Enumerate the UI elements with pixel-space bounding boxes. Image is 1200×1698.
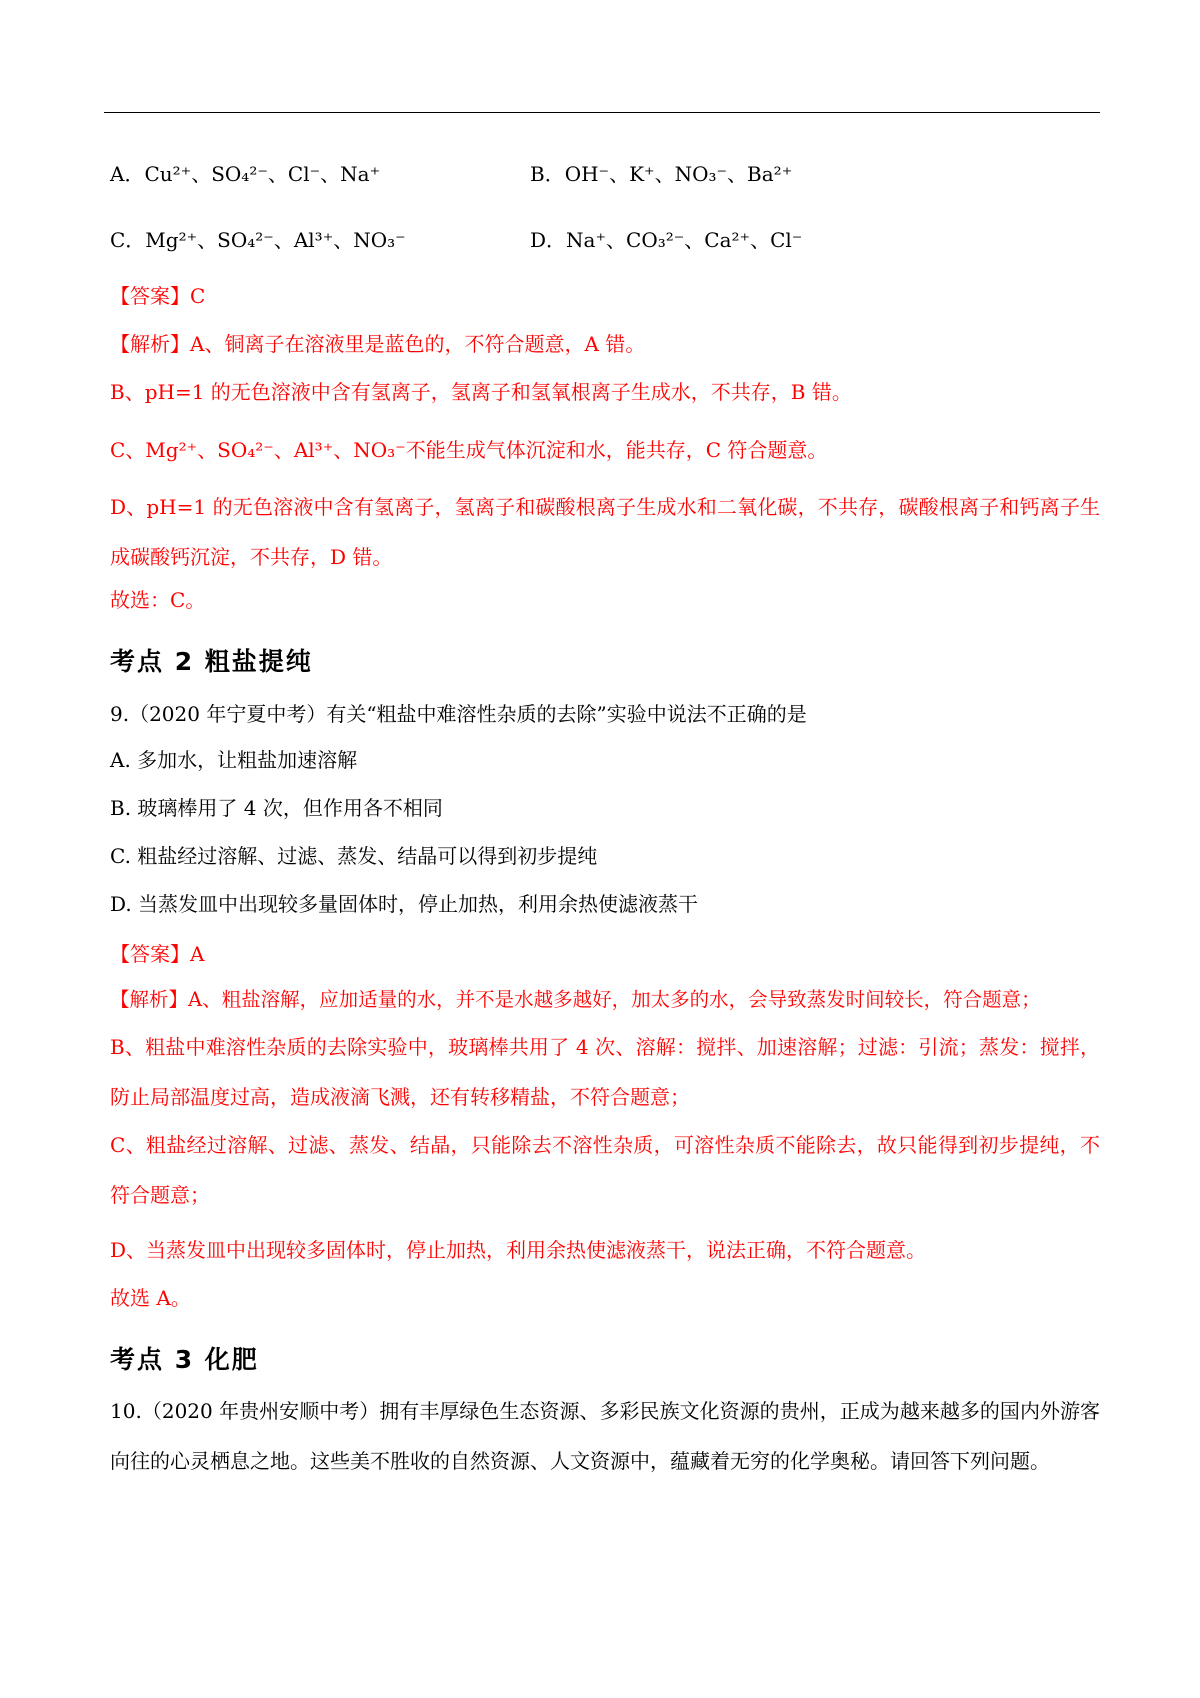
- q10-stem: 10.（2020 年贵州安顺中考）拥有丰厚绿色生态资源、多彩民族文化资源的贵州，正成为越来越多的国内外游客向往的心灵栖息之地。这些美不胜收的自然资源、人文资源中，蕴藏着无穷的化学奥秘。请回答下列问题。: [110, 1399, 1100, 1473]
- q9-analysis-line: 【解析】A、粗盐溶解，应加适量的水，并不是水越多越好，加太多的水，会导致蒸发时间较长，符合题意；: [110, 988, 1041, 1011]
- q9-analysis-line: D、当蒸发皿中出现较多固体时，停止加热，利用余热使滤液蒸干，说法正确，不符合题意。: [110, 1238, 927, 1262]
- q8-analysis-line: 【解析】A、铜离子在溶液里是蓝色的，不符合题意，A 错。: [110, 332, 646, 356]
- q8-analysis-line: D、pH=1 的无色溶液中含有氢离子，氢离子和碳酸根离子生成水和二氧化碳，不共存，碳酸根离子和钙离子生成碳酸钙沉淀，不共存，D 错。: [110, 495, 1100, 569]
- q8-analysis-line: C、Mg²⁺、SO₄²⁻、Al³⁺、NO₃⁻不能生成气体沉淀和水，能共存，C 符合题意。: [110, 438, 828, 462]
- q9-option-c: C. 粗盐经过溶解、过滤、蒸发、结晶可以得到初步提纯: [110, 844, 598, 868]
- q9-stem: 9.（2020 年宁夏中考）有关“粗盐中难溶性杂质的去除”实验中说法不正确的是: [110, 702, 807, 726]
- q9-option-a: A. 多加水，让粗盐加速溶解: [110, 748, 358, 772]
- q9-option-d: D. 当蒸发皿中出现较多量固体时，停止加热，利用余热使滤液蒸干: [110, 892, 699, 916]
- q8-option-d: D．Na⁺、CO₃²⁻、Ca²⁺、Cl⁻: [530, 228, 803, 252]
- q8-analysis-line: B、pH=1 的无色溶液中含有氢离子，氢离子和氢氧根离子生成水，不共存，B 错。: [110, 380, 852, 404]
- header-rule: [104, 112, 1100, 113]
- q8-option-a: A．Cu²⁺、SO₄²⁻、Cl⁻、Na⁺: [110, 162, 381, 186]
- section-title: 考点 3 化肥: [110, 1345, 259, 1374]
- q9-analysis-line: B、粗盐中难溶性杂质的去除实验中，玻璃棒共用了 4 次、溶解：搅拌、加速溶解；过滤：引流；蒸发：搅拌，防止局部温度过高，造成液滴飞溅，还有转移精盐，不符合题意；: [110, 1035, 1100, 1109]
- section-title: 考点 2 粗盐提纯: [110, 647, 313, 676]
- q9-final: 故选 A。: [110, 1286, 191, 1310]
- q9-option-b: B. 玻璃棒用了 4 次，但作用各不相同: [110, 796, 443, 820]
- q9-analysis-line: C、粗盐经过溶解、过滤、蒸发、结晶，只能除去不溶性杂质，可溶性杂质不能除去，故只能得到初步提纯，不符合题意；: [110, 1133, 1100, 1207]
- q9-answer: 【答案】A: [110, 942, 205, 966]
- q8-answer: 【答案】C: [110, 284, 206, 308]
- q8-analysis-line: 故选：C。: [110, 588, 206, 612]
- q8-option-b: B．OH⁻、K⁺、NO₃⁻、Ba²⁺: [530, 162, 793, 186]
- q8-option-c: C．Mg²⁺、SO₄²⁻、Al³⁺、NO₃⁻: [110, 228, 406, 252]
